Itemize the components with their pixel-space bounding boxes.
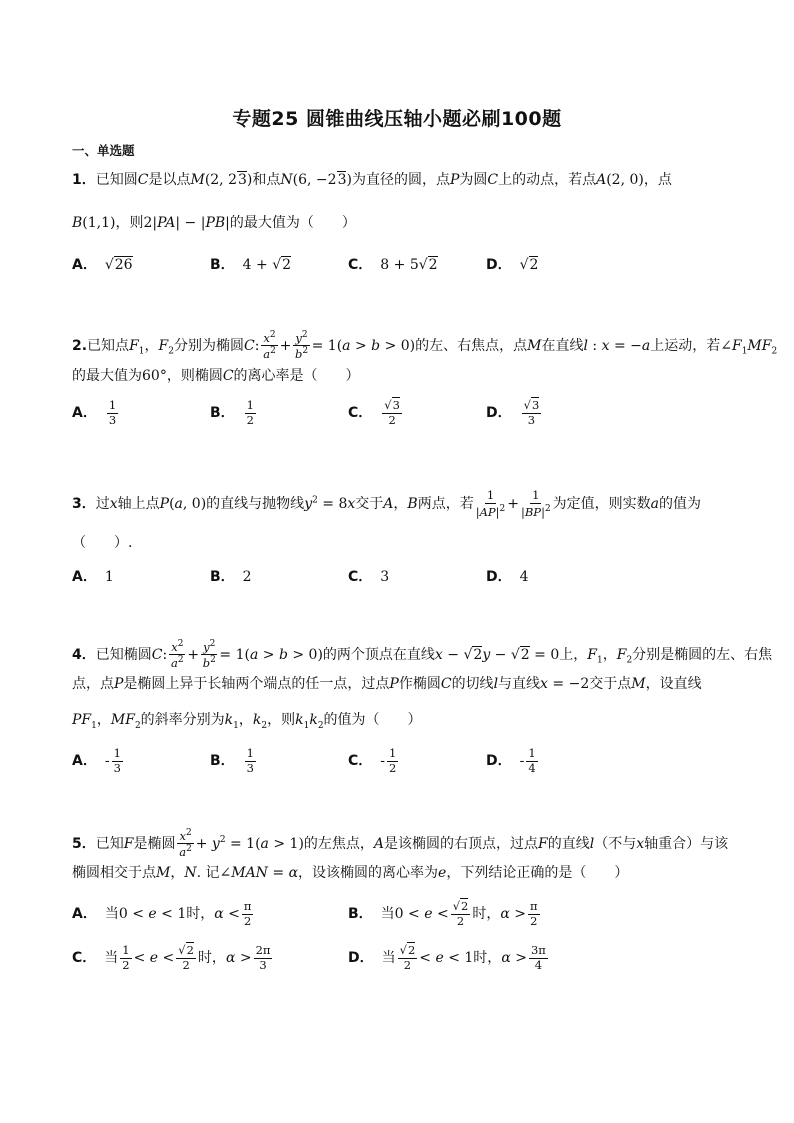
question-number: 5． (72, 835, 96, 852)
question-2-option-d: D． $\frac{√3}{3}$ (486, 398, 540, 427)
question-5-line-1: 5．已知F是椭圆 $\frac{x^2}{a^2}$ + $y^2 = 1(a > 1)$的左焦点，A是该椭圆的右顶点，过点F的直线l（不与x轴重合）与该 (72, 828, 729, 860)
question-number: 3． (72, 495, 96, 512)
question-3-option-c: C． 3 (348, 569, 390, 585)
section-heading: 一、单选题 (72, 143, 135, 158)
question-4-option-d: D． - $\frac{1}{4}$ (486, 746, 536, 775)
question-3-line-2: （ ）. (72, 535, 133, 551)
question-1-option-b: B． 4 + √2 (210, 257, 292, 273)
question-4-option-a: A． - $\frac{1}{3}$ (72, 746, 121, 775)
question-3-option-a: A． 1 (72, 569, 114, 585)
question-5-option-d: D． 当 $\frac{√2}{2}$ < e < 1时，α > $\frac{3\pi}{4}$ (348, 943, 546, 972)
question-4-line-1: 4．已知椭圆C: $\frac{x^2}{a^2}$ + $\frac{y^2}{b^2}$ = 1(a > b > 0)的两个顶点在直线x − √2y − √2 = 0上，$F_1$，$F_2$分别是椭圆的左、右焦 (72, 639, 773, 671)
question-number: 4． (72, 646, 96, 663)
question-2-option-a: A． $\frac{1}{3}$ (72, 398, 117, 427)
question-5-line-2: 椭圆相交于点M，N. 记∠MAN = α，设该椭圆的离心率为e，下列结论正确的是（ ） (72, 865, 629, 881)
question-2-option-b: B． $\frac{1}{2}$ (210, 398, 254, 427)
question-2-option-c: C． $\frac{√3}{2}$ (348, 398, 400, 427)
question-1-option-a: A． √26 (72, 257, 133, 273)
question-1-line-2: B(1,1)，则2|PA| − |PB|的最大值为（ ） (72, 215, 356, 231)
question-1-line-1: 1．已知圆C是以点M(2, 23)和点N(6, −23)为直径的圆，点P为圆C上的动点，若点A(2, 0)，点 (72, 172, 672, 188)
question-3-option-d: D． 4 (486, 569, 529, 585)
question-4-option-c: C． - $\frac{1}{2}$ (348, 746, 397, 775)
question-5-option-c: C． 当 $\frac{1}{2}$ < e < $\frac{√2}{2}$ 时，α > $\frac{2\pi}{3}$ (72, 943, 271, 972)
question-4-option-b: B． $\frac{1}{3}$ (210, 746, 254, 775)
question-5-option-b: B． 当0 < e < $\frac{√2}{2}$ 时，α > $\frac{\pi}{2}$ (348, 899, 538, 928)
question-2-line-2: 的最大值为60°，则椭圆C的离心率是（ ） (72, 368, 360, 384)
question-4-line-2: 点，点P是椭圆上异于长轴两个端点的任一点，过点P作椭圆C的切线l与直线x = −2交于点M，设直线 (72, 676, 702, 692)
question-3-option-b: B． 2 (210, 569, 252, 585)
question-number: 1． (72, 172, 96, 188)
question-3-line-1: 3．过x轴上点P(a, 0)的直线与抛物线$y^2 = 8x$交于A，B两点，若 $\frac{1}{|AP|^2}$ + $\frac{1}{|BP|^2}$ 为定值，则实数a的值为 (72, 488, 702, 519)
question-1-option-d: D． √2 (486, 257, 539, 273)
question-number: 2. (72, 337, 88, 354)
page-title: 专题25 圆锥曲线压轴小题必刷100题 (232, 108, 562, 130)
question-4-line-3: $PF_1$，$MF_2$的斜率分别为$k_1$，$k_2$，则$k_1k_2$的值为（ ） (72, 712, 422, 731)
question-5-option-a: A． 当0 < e < 1时，α < $\frac{\pi}{2}$ (72, 899, 252, 928)
question-1-option-c: C． 8 + 5√2 (348, 257, 438, 273)
question-2-line-1: 2.已知点$F_1$，$F_2$分别为椭圆C: $\frac{x^2}{a^2}$ + $\frac{y^2}{b^2}$ = 1(a > b > 0)的左、右焦点，点M在直线l : x = −a上运动，若$\angle F_1MF_2$ (72, 330, 778, 362)
